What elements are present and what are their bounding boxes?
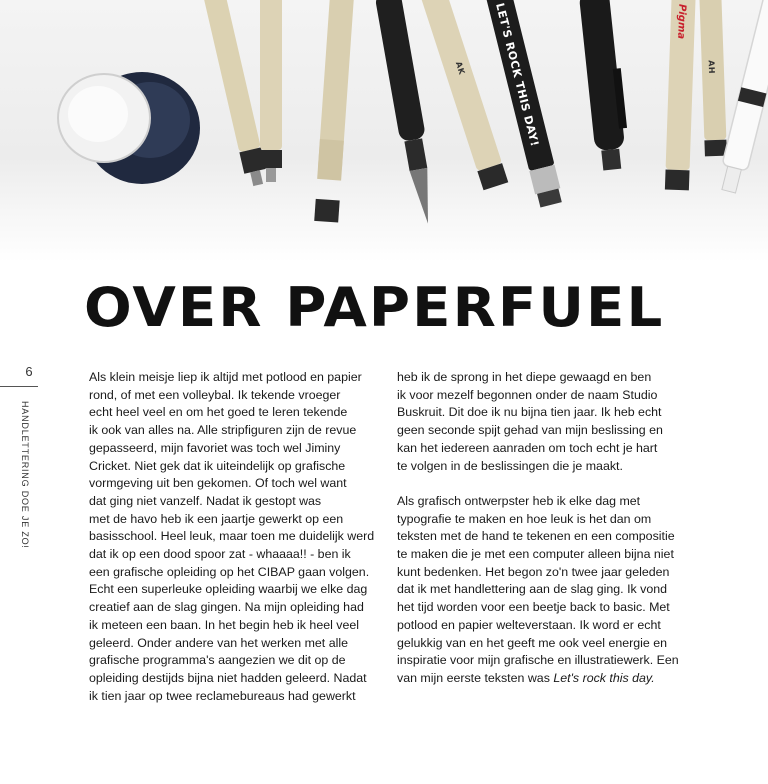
text-line: potlood en papier welteverstaan. Ik word er echt [397, 617, 661, 632]
dip-pen [374, 0, 440, 226]
pen-brand: Pigma [675, 3, 688, 40]
text-line: basisschool. Heel leuk, maar toen me duidelijk werd [89, 529, 375, 544]
text-line-prefix: van mijn eerste teksten was [397, 670, 554, 685]
header-photo [0, 0, 768, 262]
text-line: dat ik met handlettering aan de slag ging. Ik vond [397, 582, 668, 597]
text-line: te maken die je met een computer alleen bijna niet [397, 547, 674, 562]
text-line: geleerd. Onder andere van het werken met alle [89, 635, 348, 650]
pens-illustration [0, 0, 768, 262]
text-line: het tijd worden voor een beetje back to basic. Met [397, 600, 670, 615]
brush-pen [579, 0, 632, 171]
text-line: creatief aan de slag gingen. Na mijn opleiding had [89, 600, 364, 615]
text-line: dat ging niet vanzelf. Nadat ik gestopt was [89, 493, 322, 508]
ink-bottle [58, 72, 200, 184]
fineliner-pen-2 [260, 0, 282, 182]
text-line: teksten met de hand te tekenen en een compositie [397, 529, 675, 544]
text-line: grafische programma's aangezien we dit op de [89, 653, 346, 668]
text-line: ik ook van alles na. Alle stripfiguren zijn de revue [89, 423, 357, 438]
paragraph [89, 369, 381, 705]
text-line: Als grafisch ontwerpster heb ik elke dag met [397, 493, 641, 508]
fineliner-pen-5 [665, 0, 696, 190]
text-line: gelukkig van en het geeft me ook veel energie en [397, 635, 668, 650]
text-line: te volgen in de beslissingen die je maakt. [397, 458, 623, 473]
text-line: inspiratie voor mijn grafische en illustratiewerk. Een [397, 653, 679, 668]
text-line: typografie te maken en hoe leuk is het dan om [397, 511, 652, 526]
text-line: opleiding destijds bijna niet hadden geleerd. Nadat [89, 670, 367, 685]
page-title: OVER PAPERFUEL [84, 276, 665, 339]
page-number: 6 [25, 364, 33, 379]
text-line: heb ik de sprong in het diepe gewaagd en ben [397, 370, 652, 384]
text-line: Als klein meisje liep ik altijd met potlood en papier [89, 370, 362, 384]
pen-marking-2: AH [706, 59, 717, 75]
text-column-left [89, 369, 381, 705]
text-line: kunt bedenken. Het begon zo'n twee jaar geleden [397, 564, 670, 579]
text-line: vormgeving uit ben gekomen. Of toch wel want [89, 476, 347, 491]
text-line: ik meteen een baan. In het begin heb ik heel veel [89, 617, 360, 632]
side-rule [0, 386, 38, 387]
fineliner-pen-6 [699, 0, 727, 156]
text-line: echt heel veel en om het goed te leren tekende [89, 405, 348, 420]
fineliner-pen-3 [314, 0, 354, 222]
text-line: geen seconde spijt gehad van mijn beslissing en [397, 423, 663, 438]
paragraph-gap [397, 475, 682, 493]
emphasized-quote: Let's rock this day. [553, 670, 655, 685]
text-line: kan het iedereen aanraden om toch echt je hart [397, 440, 658, 455]
text-column-right [397, 369, 682, 688]
running-head: HANDLETTERING DOE JE ZO! [20, 401, 30, 549]
text-line: Cricket. Niet gek dat ik uiteindelijk op grafische [89, 458, 346, 473]
text-line: gepasseerd, mijn favoriet was toch wel Jiminy [89, 440, 341, 455]
pen-marking: AK [453, 60, 467, 76]
text-line: ik tien jaar op twee reclamebureaus had gewerkt [89, 688, 356, 703]
pencil-slogan: LET'S ROCK THIS DAY! [493, 1, 542, 149]
text-line: Echt een superleuke opleiding waarbij we elke dag [89, 582, 368, 597]
text-line: dat ik op een dood spoor zat - whaaaa!! - ben ik [89, 547, 351, 562]
text-line: Buskruit. Dit doe ik nu bijna tien jaar. Ik heb echt [397, 405, 662, 420]
text-line: een grafische opleiding op het CIBAP gaan volgen. [89, 564, 370, 579]
text-line: met de havo heb ik een jaartje gewerkt op een [89, 511, 344, 526]
text-line: ik voor mezelf begonnen onder de naam Studio [397, 387, 658, 402]
paragraph [397, 493, 682, 688]
paragraph [397, 369, 682, 475]
text-line: rond, of met een volleybal. Ik tekende vroeger [89, 387, 341, 402]
text-line-last [397, 670, 682, 688]
fineliner-pen-1 [203, 0, 269, 187]
